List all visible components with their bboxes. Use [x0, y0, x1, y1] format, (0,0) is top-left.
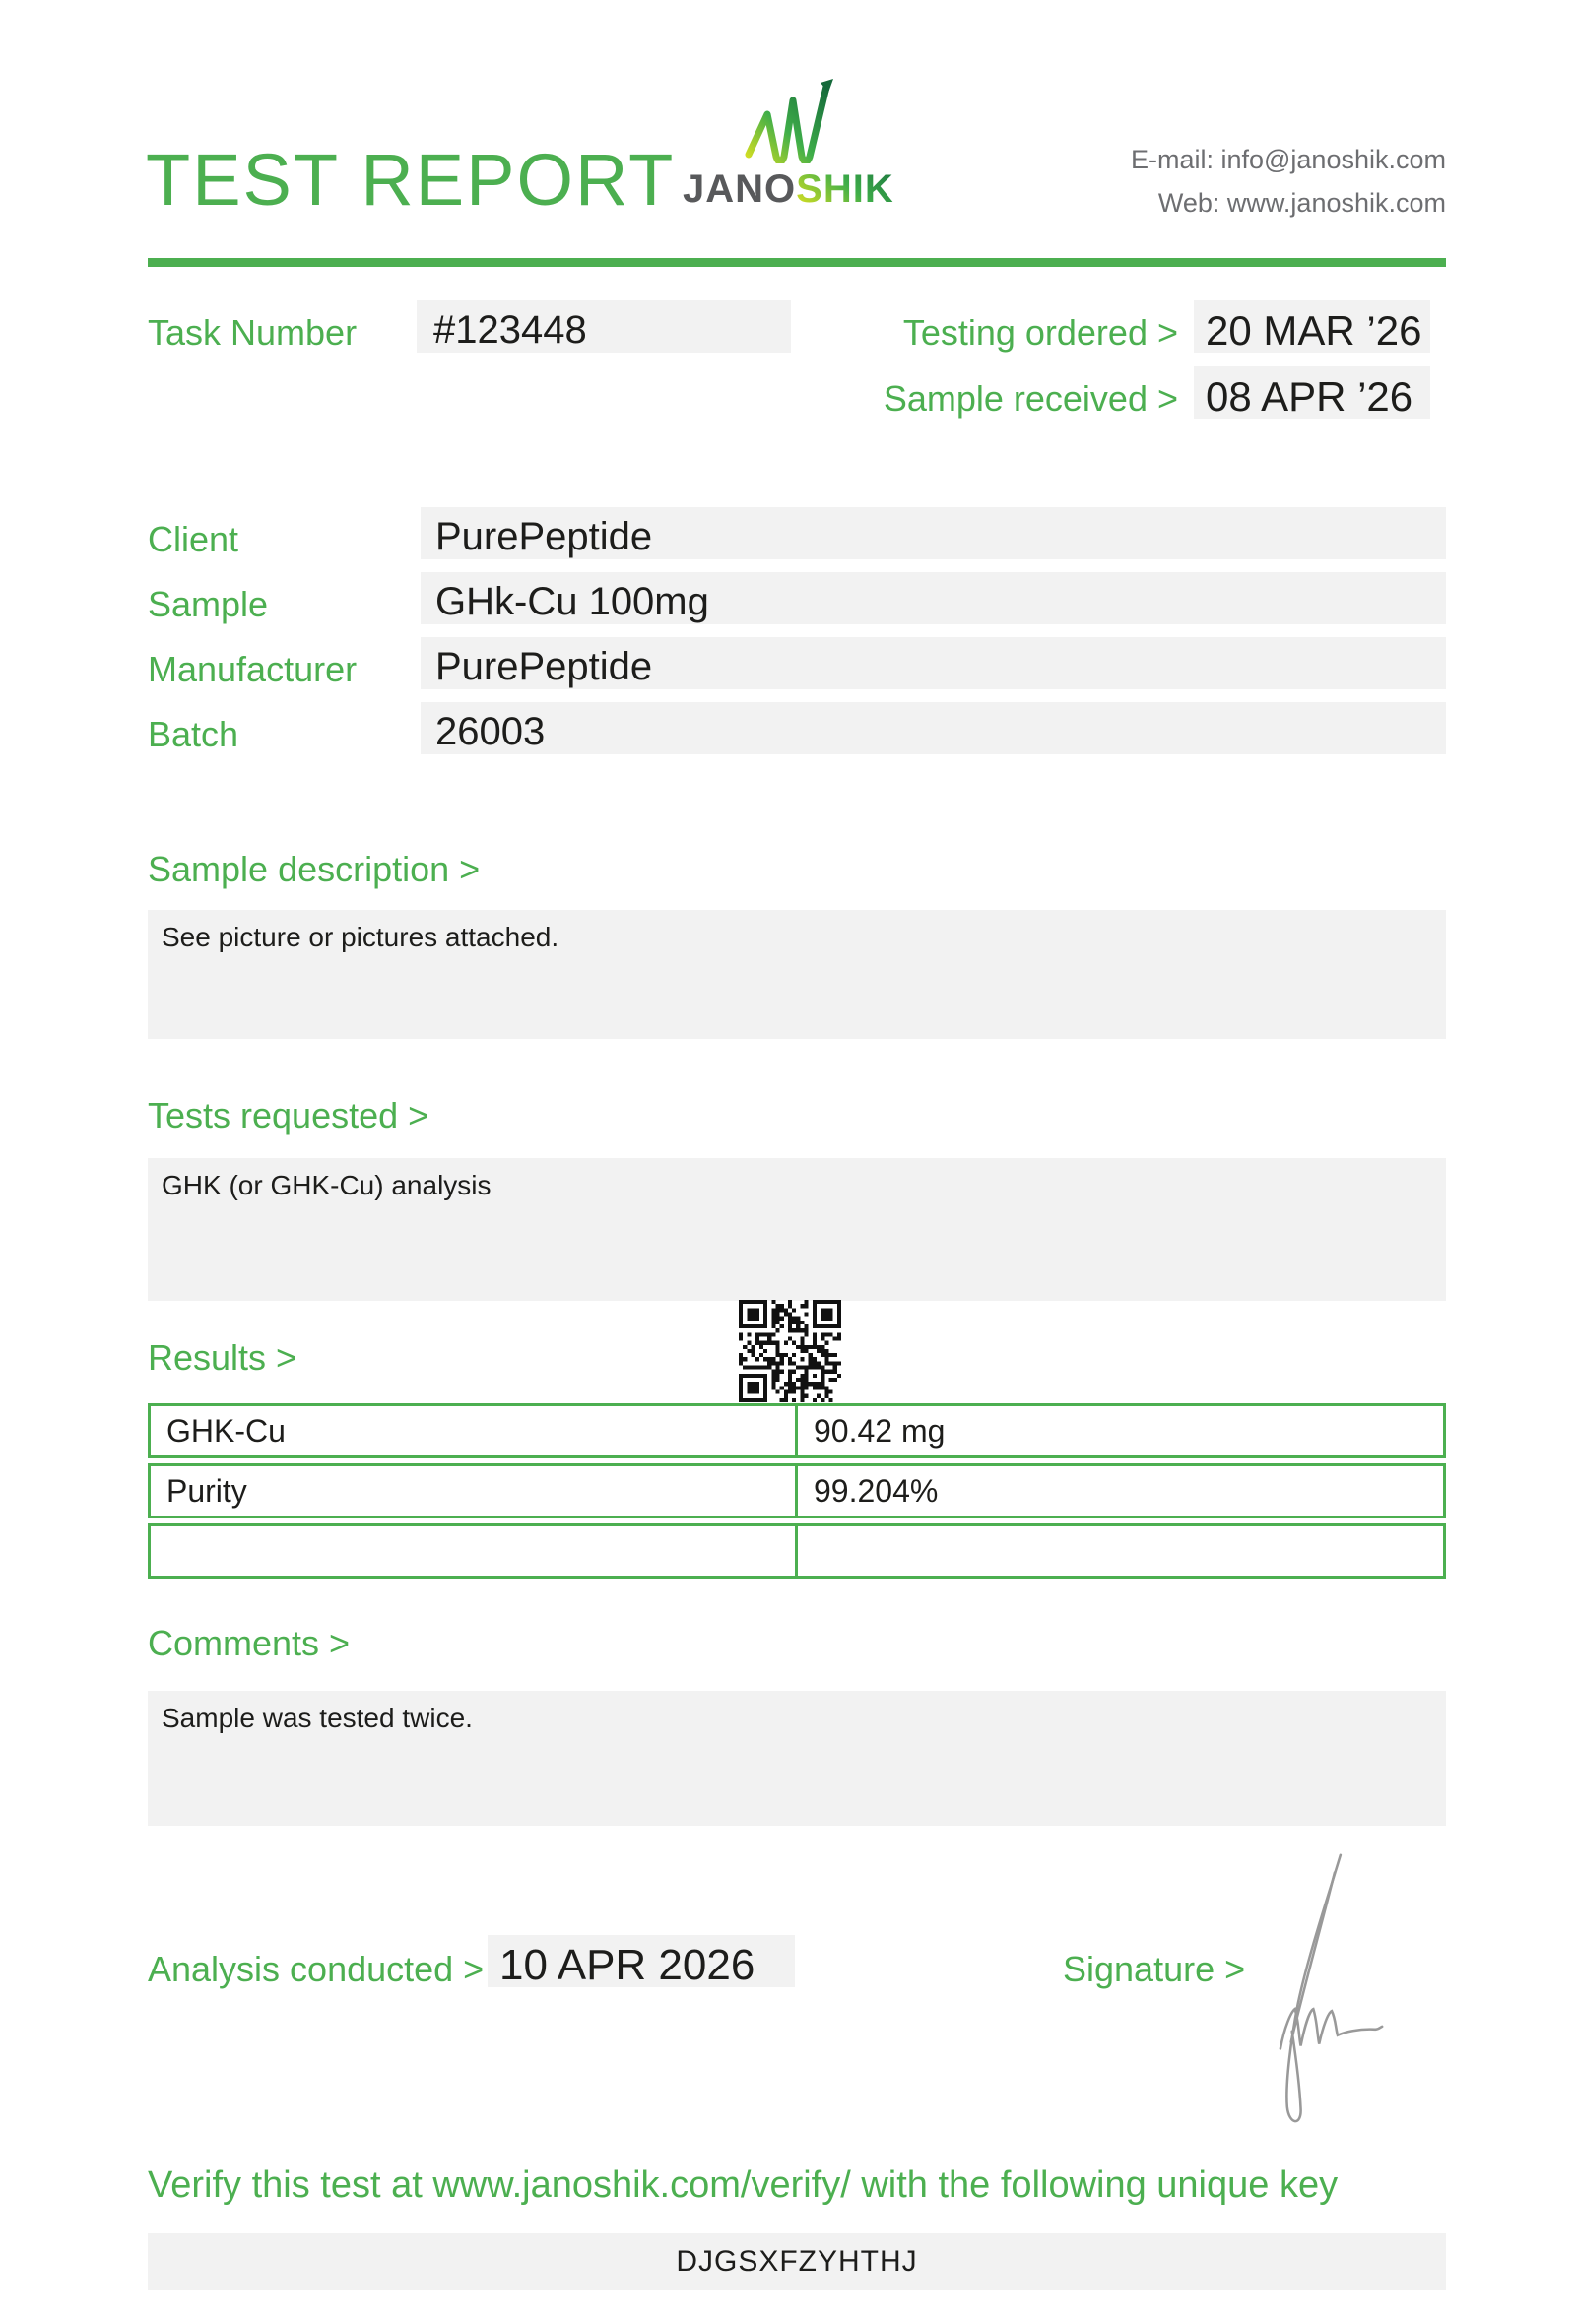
tests-requested-heading: Tests requested >	[148, 1095, 429, 1135]
comments-box	[148, 1691, 1446, 1826]
result-name	[151, 1526, 798, 1576]
result-value: 99.204%	[814, 1472, 939, 1509]
sample-value-box	[421, 572, 1446, 624]
manufacturer-label: Manufacturer	[148, 649, 358, 689]
tests-requested-text: GHK (or GHK-Cu) analysis	[162, 1170, 492, 1200]
batch-label: Batch	[148, 714, 239, 754]
batch-value: 26003	[435, 710, 546, 753]
tests-requested-box	[148, 1158, 1446, 1301]
qr-code	[739, 1300, 841, 1402]
analysis-date: 10 APR 2026	[499, 1941, 755, 1989]
contact-web: Web: www.janoshik.com	[1157, 188, 1446, 218]
testing-ordered-box	[1194, 300, 1430, 353]
sample-description-heading: Sample description >	[148, 849, 481, 889]
client-value: PurePeptide	[435, 515, 653, 558]
analysis-conducted-label: Analysis conducted >	[148, 1949, 485, 1989]
logo-text	[683, 167, 939, 212]
logo-text-jano: JANO	[683, 167, 797, 211]
sample-description-text: See picture or pictures attached.	[162, 922, 559, 952]
contact-email: E-mail: info@janoshik.com	[1130, 145, 1446, 174]
testing-ordered-date: 20 MAR ’26	[1206, 307, 1422, 354]
results-heading: Results >	[148, 1337, 297, 1378]
result-value	[798, 1526, 1443, 1576]
client-value-box	[421, 507, 1446, 559]
sample-received-box	[1194, 366, 1430, 419]
contact-info	[1131, 138, 1446, 225]
verify-key: DJGSXFZYHTHJ	[676, 2244, 918, 2278]
result-value: 90.42 mg	[814, 1412, 946, 1449]
sample-received-label: Sample received >	[883, 378, 1178, 419]
sample-description-box	[148, 910, 1446, 1039]
logo-text-shik: SHIK	[796, 167, 894, 211]
janoshik-logo	[683, 61, 939, 219]
results-row	[148, 1463, 1446, 1518]
verify-instruction: Verify this test at www.janoshik.com/verify/ with the following unique key	[148, 2164, 1339, 2206]
results-table	[148, 1403, 1446, 1583]
result-name: GHK-Cu	[151, 1406, 798, 1455]
results-row	[148, 1403, 1446, 1458]
comments-heading: Comments >	[148, 1623, 351, 1663]
task-number-label: Task Number	[148, 312, 358, 353]
sample-value: GHk-Cu 100mg	[435, 580, 709, 623]
result-name: Purity	[151, 1466, 798, 1516]
verify-key-box	[148, 2233, 1446, 2290]
manufacturer-value-box	[421, 637, 1446, 689]
manufacturer-value: PurePeptide	[435, 645, 653, 688]
header-divider	[148, 258, 1446, 267]
comments-text: Sample was tested twice.	[162, 1703, 473, 1733]
signature-image	[1264, 1843, 1402, 2134]
sample-label: Sample	[148, 584, 269, 624]
results-row	[148, 1523, 1446, 1579]
analysis-date-box	[488, 1935, 795, 1987]
page-title: TEST REPORT	[146, 139, 676, 221]
batch-value-box	[421, 702, 1446, 754]
client-label: Client	[148, 519, 239, 559]
logo-chart-arrow-icon	[744, 79, 834, 163]
sample-received-date: 08 APR ’26	[1206, 373, 1413, 420]
task-number-value: #123448	[433, 308, 587, 352]
signature-label: Signature >	[1063, 1949, 1246, 1989]
testing-ordered-label: Testing ordered >	[902, 312, 1178, 353]
